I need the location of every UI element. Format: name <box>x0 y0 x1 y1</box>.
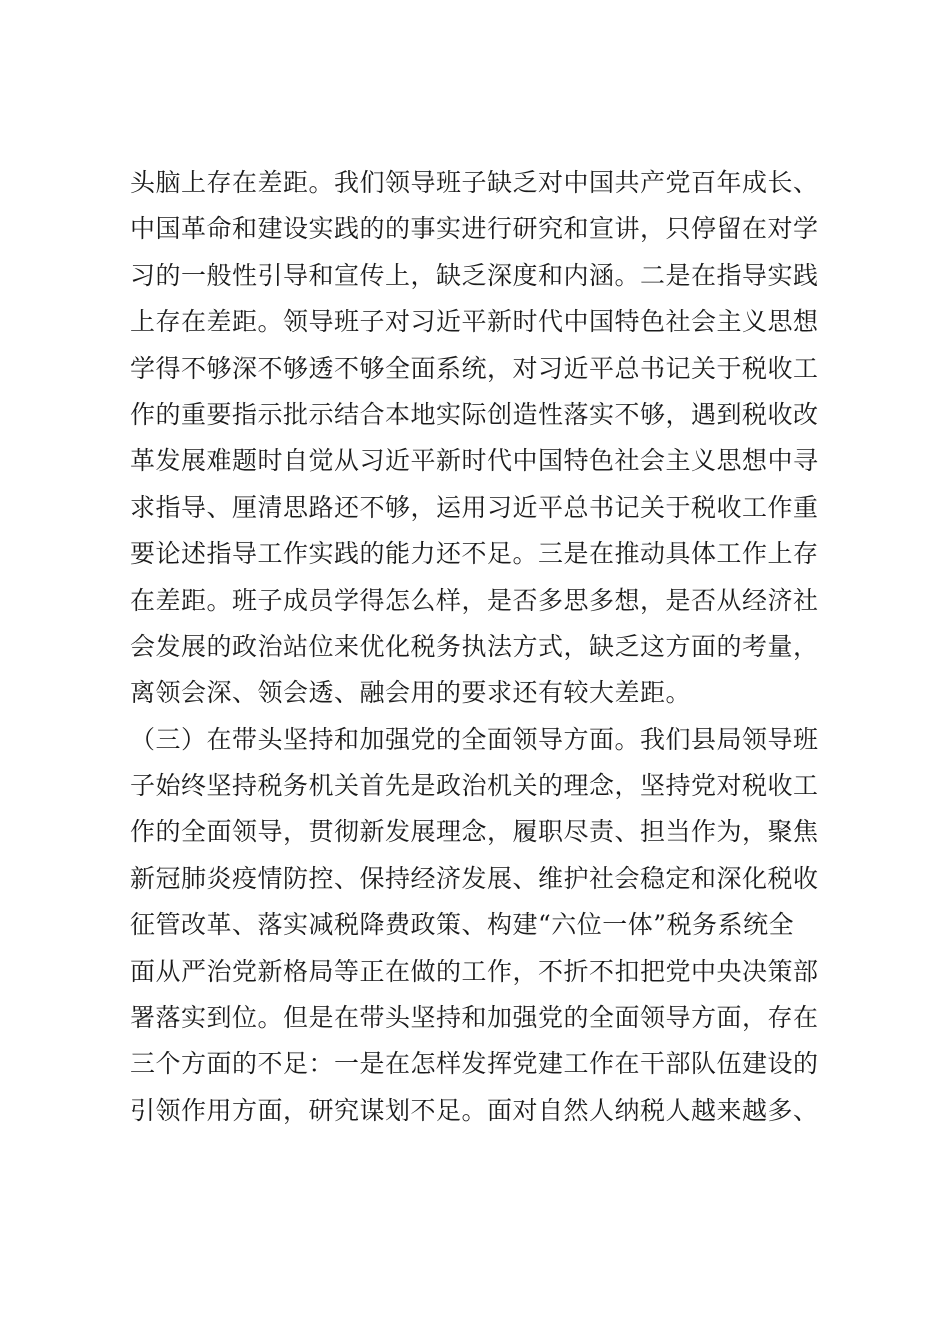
text-line: 头脑上存在差距。我们领导班子缺乏对中国共产党百年成长、 <box>130 168 819 197</box>
text-line: 在差距。班子成员学得怎么样，是否多思多想，是否从经济社 <box>130 585 819 615</box>
text-line: 求指导、厘清思路还不够，运用习近平总书记关于税收工作重 <box>130 492 819 522</box>
text-line: 学得不够深不够透不够全面系统，对习近平总书记关于税收工 <box>130 353 819 383</box>
text-line: 作的重要指示批示结合本地实际创造性落实不够，遇到税收改 <box>130 399 819 429</box>
text-line: 会发展的政治站位来优化税务执法方式，缺乏这方面的考量， <box>130 631 819 661</box>
text-line: 三个方面的不足：一是在怎样发挥党建工作在干部队伍建设的 <box>130 1049 819 1079</box>
body-text <box>130 160 830 1134</box>
text-line: 要论述指导工作实践的能力还不足。三是在推动具体工作上存 <box>130 539 819 569</box>
text-line: 子始终坚持税务机关首先是政治机关的理念，坚持党对税收工 <box>130 771 819 801</box>
text-line: 中国革命和建设实践的的事实进行研究和宣讲，只停留在对学 <box>130 214 819 244</box>
text-line: 新冠肺炎疫情防控、保持经济发展、维护社会稳定和深化税收 <box>130 863 819 893</box>
section-heading-line: （三）在带头坚持和加强党的全面领导方面。我们县局领导班 <box>130 724 819 754</box>
text-line: 征管改革、落实减税降费政策、构建“六位一体”税务系统全 <box>130 910 795 940</box>
text-line: 署落实到位。但是在带头坚持和加强党的全面领导方面，存在 <box>130 1003 819 1033</box>
text-line: 习的一般性引导和宣传上，缺乏深度和内涵。二是在指导实践 <box>130 260 819 290</box>
text-line: 面从严治党新格局等正在做的工作，不折不扣把党中央决策部 <box>130 956 819 986</box>
text-line: 引领作用方面，研究谋划不足。面对自然人纳税人越来越多、 <box>130 1095 819 1125</box>
text-line: 离领会深、领会透、融会用的要求还有较大差距。 <box>130 678 692 708</box>
text-line: 作的全面领导，贯彻新发展理念，履职尽责、担当作为，聚焦 <box>130 817 819 847</box>
text-line: 革发展难题时自觉从习近平新时代中国特色社会主义思想中寻 <box>130 446 819 476</box>
text-line: 上存在差距。领导班子对习近平新时代中国特色社会主义思想 <box>130 307 819 337</box>
